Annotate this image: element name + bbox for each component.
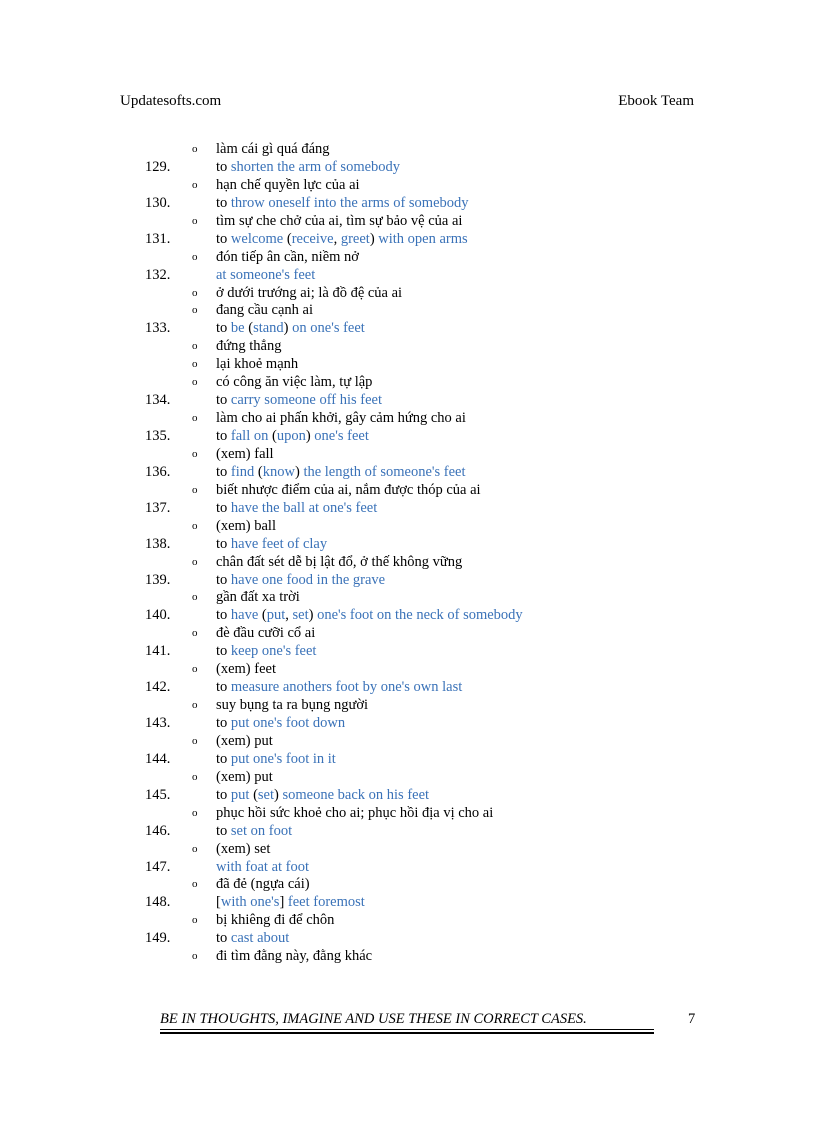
plain-text: đi tìm đằng này, đằng khác: [216, 948, 373, 965]
dictionary-link[interactable]: put one's foot down: [230, 715, 346, 731]
plain-text: to: [216, 320, 231, 337]
bullet-icon: o: [192, 878, 198, 891]
dictionary-link[interactable]: have feet of clay: [230, 535, 328, 552]
entry-number: 148.: [145, 894, 171, 911]
plain-text: (: [268, 428, 277, 444]
entry-number: 149.: [145, 930, 171, 947]
idiom-text: [216, 159, 400, 177]
meaning-item: [0, 876, 816, 894]
plain-text: to: [216, 786, 231, 803]
entry-number: 129.: [145, 158, 171, 175]
entry-number: 131.: [145, 230, 171, 247]
plain-text: ): [308, 607, 318, 624]
idiom-text: [216, 787, 429, 805]
meaning-item: [0, 697, 816, 715]
header-team-name: Ebook Team: [618, 93, 694, 109]
plain-text: đang cầu cạnh ai: [216, 302, 314, 319]
plain-text: to: [216, 499, 231, 516]
idiom-text: [216, 607, 523, 625]
idiom-entry: [0, 859, 816, 877]
idiom-entry: [0, 643, 816, 661]
idiom-text: [216, 930, 289, 948]
meaning-item: [0, 285, 816, 303]
bullet-icon: o: [192, 376, 198, 389]
idiom-entry: [0, 231, 816, 249]
plain-text: tìm sự che chở của ai, tìm sự bảo vệ của ai: [216, 212, 463, 229]
meaning-text: [216, 912, 334, 930]
meaning-item: [0, 141, 816, 159]
plain-text: làm cho ai phấn khởi, gây cảm hứng cho ai: [216, 410, 466, 427]
dictionary-link[interactable]: set: [292, 607, 309, 624]
entry-number: 142.: [145, 679, 171, 696]
idiom-list: [0, 141, 816, 966]
entry-number: 136.: [145, 463, 171, 480]
idiom-entry: [0, 751, 816, 769]
dictionary-link[interactable]: put: [266, 607, 286, 624]
plain-text: (: [258, 607, 267, 624]
idiom-text: [216, 823, 292, 841]
meaning-text: [216, 625, 315, 643]
bullet-icon: o: [192, 770, 198, 783]
plain-text: to: [216, 643, 231, 660]
plain-text: to: [216, 607, 231, 624]
meaning-text: [216, 302, 313, 320]
dictionary-link[interactable]: at someone's feet: [216, 266, 316, 283]
dictionary-link[interactable]: be: [230, 320, 245, 337]
meaning-text: [216, 948, 372, 966]
plain-text: (xem) put: [216, 732, 273, 749]
idiom-entry: [0, 267, 816, 285]
meaning-item: [0, 177, 816, 195]
bullet-icon: o: [192, 214, 198, 227]
idiom-entry: [0, 572, 816, 590]
idiom-text: [216, 643, 316, 661]
dictionary-link[interactable]: put: [230, 786, 250, 803]
bullet-icon: o: [192, 842, 198, 855]
dictionary-link[interactable]: receive: [291, 230, 334, 247]
plain-text: biết nhược điểm của ai, nắm được thóp của ai: [216, 481, 481, 498]
meaning-text: [216, 446, 274, 464]
dictionary-link[interactable]: set on foot: [230, 822, 293, 839]
meaning-item: [0, 249, 816, 267]
plain-text: to: [216, 463, 231, 480]
plain-text: gần đất xa trời: [216, 589, 300, 606]
idiom-entry: [0, 679, 816, 697]
entry-number: 139.: [145, 571, 171, 588]
idiom-entry: [0, 715, 816, 733]
plain-text: ): [294, 463, 304, 480]
plain-text: to: [216, 750, 231, 767]
bullet-icon: o: [192, 358, 198, 371]
plain-text: (: [254, 463, 263, 480]
meaning-item: [0, 589, 816, 607]
page-number: 7: [688, 1011, 696, 1027]
page-header: [120, 93, 694, 113]
meaning-text: [216, 338, 281, 356]
idiom-text: [216, 679, 462, 697]
plain-text: đón tiếp ân cần, niềm nở: [216, 248, 359, 265]
plain-text: (xem) fall: [216, 445, 274, 462]
bullet-icon: o: [192, 412, 198, 425]
meaning-item: [0, 410, 816, 428]
dictionary-link[interactable]: cast about: [230, 930, 290, 947]
entry-number: 146.: [145, 822, 171, 839]
idiom-text: [216, 267, 315, 285]
meaning-text: [216, 410, 466, 428]
idiom-entry: [0, 607, 816, 625]
plain-text: ]: [279, 894, 288, 911]
plain-text: (: [244, 320, 254, 337]
plain-text: to: [216, 535, 231, 552]
meaning-item: [0, 625, 816, 643]
plain-text: ,: [333, 230, 341, 247]
dictionary-link[interactable]: with foat at foot: [216, 858, 310, 875]
plain-text: to: [216, 392, 231, 409]
plain-text: to: [216, 194, 231, 211]
dictionary-link[interactable]: with open arms: [378, 230, 468, 247]
dictionary-link[interactable]: keep one's feet: [230, 643, 317, 660]
plain-text: chân đất sét dễ bị lật đổ, ở thế không vững: [216, 553, 463, 570]
meaning-item: [0, 733, 816, 751]
meaning-text: [216, 554, 462, 572]
meaning-text: [216, 733, 273, 751]
dictionary-link[interactable]: find: [230, 463, 255, 480]
dictionary-link[interactable]: throw oneself into the arms of somebody: [230, 194, 469, 211]
plain-text: to: [216, 930, 231, 947]
bullet-icon: o: [192, 950, 198, 963]
dictionary-link[interactable]: greet: [340, 230, 370, 247]
plain-text: (: [249, 786, 258, 803]
entry-number: 141.: [145, 643, 171, 660]
plain-text: to: [216, 428, 231, 444]
meaning-text: [216, 177, 360, 195]
idiom-text: [216, 428, 369, 446]
plain-text: suy bụng ta ra bụng người: [216, 697, 369, 714]
footer-motto: BE IN THOUGHTS, IMAGINE AND USE THESE IN CORRECT CASES.: [160, 1011, 587, 1027]
dictionary-link[interactable]: have one food in the grave: [230, 571, 386, 588]
idiom-entry: [0, 464, 816, 482]
dictionary-link[interactable]: measure anothers foot by one's own last: [230, 679, 463, 696]
bullet-icon: o: [192, 447, 198, 460]
dictionary-link[interactable]: someone back on his feet: [282, 786, 430, 803]
plain-text: có công ăn việc làm, tự lập: [216, 374, 373, 391]
bullet-icon: o: [192, 663, 198, 676]
header-site-name: Updatesofts.com: [120, 93, 222, 109]
idiom-text: [216, 231, 468, 249]
dictionary-link[interactable]: on one's feet: [292, 320, 365, 337]
bullet-icon: o: [192, 627, 198, 640]
page-footer: [160, 1011, 700, 1051]
dictionary-link[interactable]: stand: [253, 320, 284, 337]
bullet-icon: o: [192, 483, 198, 496]
plain-text: lại khoẻ mạnh: [216, 356, 299, 373]
idiom-text: [216, 320, 365, 338]
idiom-entry: [0, 930, 816, 948]
dictionary-link[interactable]: one's foot on the neck of somebody: [317, 607, 523, 624]
meaning-item: [0, 374, 816, 392]
dictionary-link[interactable]: with one's: [220, 894, 280, 911]
entry-number: 138.: [145, 535, 171, 552]
bullet-icon: o: [192, 555, 198, 568]
plain-text: [: [216, 894, 221, 911]
footer-rule: [160, 1029, 654, 1030]
entry-number: 133.: [145, 320, 171, 337]
idiom-text: [216, 464, 466, 482]
idiom-entry: [0, 195, 816, 213]
plain-text: (xem) ball: [216, 517, 276, 534]
meaning-item: [0, 661, 816, 679]
meaning-text: [216, 769, 273, 787]
idiom-text: [216, 536, 327, 554]
dictionary-link[interactable]: upon: [276, 428, 306, 444]
idiom-entry: [0, 894, 816, 912]
dictionary-link[interactable]: have: [230, 607, 259, 624]
meaning-item: [0, 213, 816, 231]
meaning-item: [0, 554, 816, 572]
idiom-entry: [0, 392, 816, 410]
meaning-text: [216, 482, 481, 500]
idiom-text: [216, 572, 385, 590]
plain-text: ,: [285, 607, 293, 624]
meaning-text: [216, 213, 462, 231]
meaning-text: [216, 285, 402, 303]
meaning-item: [0, 769, 816, 787]
dictionary-link[interactable]: the length of someone's feet: [303, 463, 466, 480]
idiom-entry: [0, 787, 816, 805]
plain-text: (: [283, 230, 292, 247]
plain-text: làm cái gì quá đáng: [216, 141, 330, 157]
entry-number: 140.: [145, 607, 171, 624]
dictionary-link[interactable]: one's feet: [314, 428, 369, 444]
meaning-text: [216, 141, 330, 159]
meaning-text: [216, 589, 300, 607]
meaning-item: [0, 302, 816, 320]
entry-number: 144.: [145, 750, 171, 767]
bullet-icon: o: [192, 699, 198, 712]
idiom-text: [216, 715, 345, 733]
meaning-item: [0, 338, 816, 356]
meaning-item: [0, 482, 816, 500]
idiom-entry: [0, 428, 816, 446]
dictionary-link[interactable]: carry someone off his feet: [230, 392, 383, 409]
plain-text: to: [216, 158, 231, 175]
idiom-text: [216, 894, 365, 912]
plain-text: to: [216, 230, 231, 247]
plain-text: đã đẻ (ngựa cái): [216, 876, 310, 893]
meaning-text: [216, 356, 298, 374]
idiom-entry: [0, 320, 816, 338]
idiom-entry: [0, 536, 816, 554]
plain-text: đứng thẳng: [216, 338, 282, 355]
bullet-icon: o: [192, 734, 198, 747]
meaning-item: [0, 841, 816, 859]
dictionary-link[interactable]: put one's foot in it: [230, 750, 336, 767]
idiom-text: [216, 500, 377, 518]
bullet-icon: o: [192, 304, 198, 317]
entry-number: 130.: [145, 194, 171, 211]
plain-text: (xem) set: [216, 840, 271, 857]
meaning-item: [0, 912, 816, 930]
meaning-text: [216, 876, 310, 894]
footer-rule-thick: [160, 1032, 654, 1034]
idiom-text: [216, 859, 309, 877]
bullet-icon: o: [192, 143, 198, 155]
meaning-item: [0, 805, 816, 823]
dictionary-link[interactable]: feet foremost: [287, 894, 365, 911]
idiom-entry: [0, 823, 816, 841]
entry-number: 132.: [145, 266, 171, 283]
idiom-text: [216, 751, 336, 769]
meaning-text: [216, 841, 270, 859]
meaning-text: [216, 661, 276, 679]
bullet-icon: o: [192, 914, 198, 927]
plain-text: ): [305, 428, 315, 444]
plain-text: to: [216, 679, 231, 696]
meaning-text: [216, 697, 368, 715]
plain-text: to: [216, 715, 231, 731]
entry-number: 137.: [145, 499, 171, 516]
plain-text: ): [274, 786, 283, 803]
plain-text: phục hồi sức khoẻ cho ai; phục hồi địa vị cho ai: [216, 804, 494, 821]
meaning-item: [0, 518, 816, 536]
bullet-icon: o: [192, 806, 198, 819]
bullet-icon: o: [192, 250, 198, 263]
dictionary-link[interactable]: shorten the arm of somebody: [230, 158, 401, 175]
meaning-item: [0, 446, 816, 464]
dictionary-link[interactable]: welcome: [230, 230, 284, 247]
dictionary-link[interactable]: have the ball at one's feet: [230, 499, 378, 516]
idiom-text: [216, 195, 469, 213]
meaning-text: [216, 805, 493, 823]
entry-number: 147.: [145, 858, 171, 875]
idiom-text: [216, 392, 382, 410]
entry-number: 135.: [145, 428, 171, 444]
entry-number: 134.: [145, 392, 171, 409]
plain-text: to: [216, 571, 231, 588]
idiom-entry: [0, 500, 816, 518]
dictionary-link[interactable]: fall on: [230, 428, 269, 444]
plain-text: đè đầu cưỡi cổ ai: [216, 625, 316, 642]
idiom-entry: [0, 159, 816, 177]
meaning-text: [216, 249, 359, 267]
plain-text: hạn chế quyền lực của ai: [216, 176, 360, 193]
bullet-icon: o: [192, 178, 198, 191]
dictionary-link[interactable]: know: [262, 463, 295, 480]
dictionary-link[interactable]: set: [257, 786, 275, 803]
plain-text: bị khiêng đi để chôn: [216, 912, 335, 929]
meaning-text: [216, 374, 372, 392]
meaning-item: [0, 948, 816, 966]
plain-text: (xem) feet: [216, 661, 276, 678]
bullet-icon: o: [192, 519, 198, 532]
meaning-item: [0, 356, 816, 374]
meaning-text: [216, 518, 276, 536]
entry-number: 145.: [145, 786, 171, 803]
plain-text: (xem) put: [216, 768, 273, 785]
plain-text: ): [369, 230, 379, 247]
plain-text: ): [283, 320, 293, 337]
plain-text: ở dưới trướng ai; là đồ đệ của ai: [216, 284, 403, 301]
bullet-icon: o: [192, 340, 198, 353]
bullet-icon: o: [192, 591, 198, 604]
plain-text: to: [216, 822, 231, 839]
entry-number: 143.: [145, 715, 171, 731]
bullet-icon: o: [192, 286, 198, 299]
